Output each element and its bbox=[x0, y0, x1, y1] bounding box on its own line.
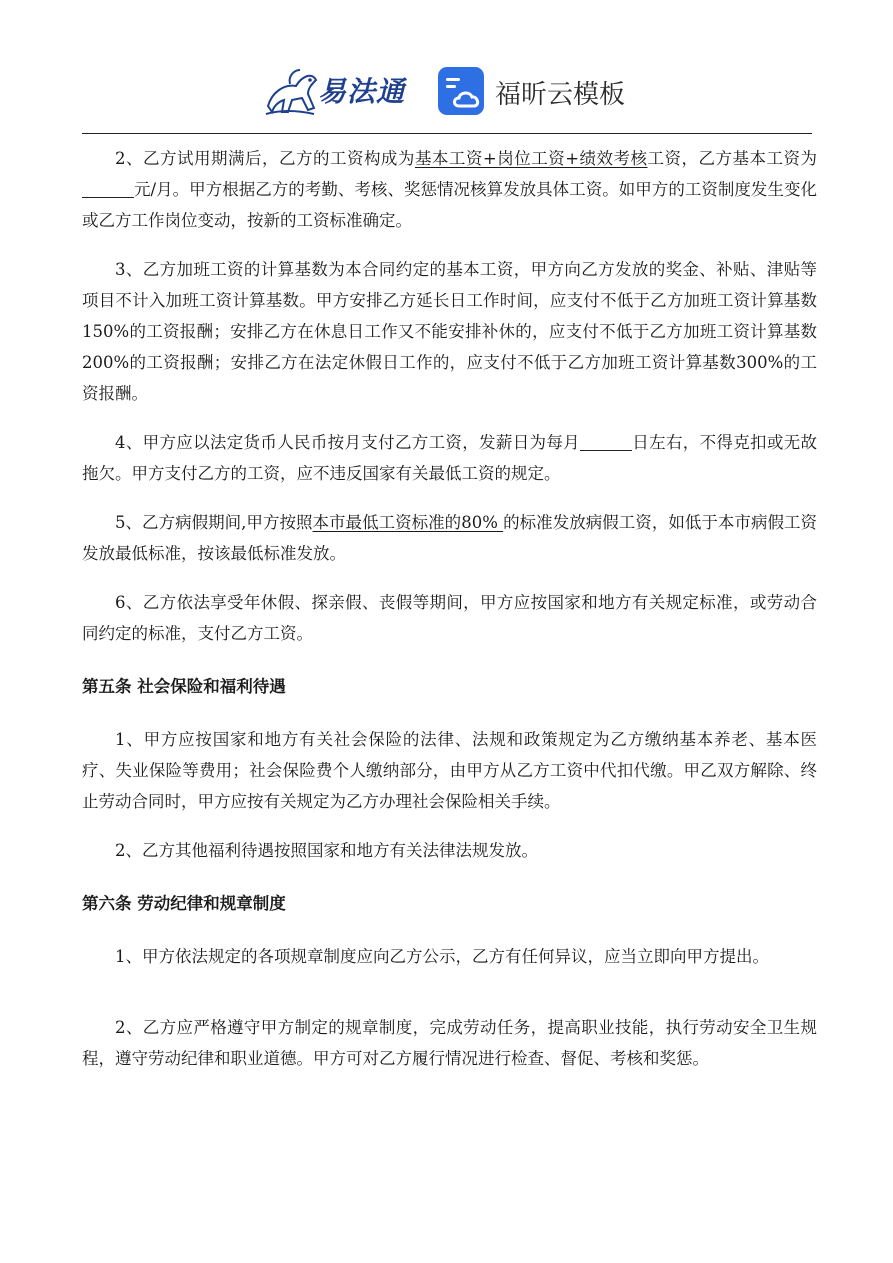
page-header bbox=[0, 0, 893, 132]
paragraph-social-insurance: 1、甲方应按国家和地方有关社会保险的法律、法规和政策规定为乙方缴纳基本养老、基本医疗、失业保险等费用；社会保险费个人缴纳部分，由甲方从乙方工资中代扣代缴。甲乙双方解除、终止劳动合同时，甲方应按有关规定为乙方办理社会保险相关手续。 bbox=[82, 730, 817, 811]
underlined-salary-components: 基本工资+岗位工资+绩效考核 bbox=[414, 149, 648, 168]
underlined-sick-pay-standard: 本市最低工资标准的80% bbox=[312, 513, 504, 532]
document-body bbox=[82, 143, 817, 1074]
paragraph-overtime-pay: 3、乙方加班工资的计算基数为本合同约定的基本工资，甲方向乙方发放的奖金、补贴、津贴等项目不计入加班工资计算基数。甲方安排乙方延长日工作时间，应支付不低于乙方加班工资计算基数150%的工资报酬；安排乙方在休息日工作又不能安排补休的，应支付不低于乙方加班工资计算基数200%的工资报酬；安排乙方在法定休假日工作的，应支付不低于乙方加班工资计算基数300%的工资报酬。 bbox=[82, 260, 817, 403]
blank-base-salary bbox=[82, 181, 134, 199]
fuxin-cloud-template-logo-icon bbox=[437, 66, 485, 116]
paragraph-rules-compliance: 2、乙方应严格遵守甲方制定的规章制度，完成劳动任务，提高职业技能，执行劳动安全卫生规程，遵守劳动纪律和职业道德。甲方可对乙方履行情况进行检查、督促、考核和奖惩。 bbox=[82, 1018, 817, 1068]
article-5-title: 第五条 社会保险和福利待遇 bbox=[82, 677, 286, 696]
paragraph-leave-pay: 6、乙方依法享受年休假、探亲假、丧假等期间，甲方应按国家和地方有关规定标准，或劳动合同约定的标准，支付乙方工资。 bbox=[82, 593, 817, 643]
paragraph-salary-structure: 2、乙方试用期满后，乙方的工资构成为基本工资+岗位工资+绩效考核工资，乙方基本工资为元/月。甲方根据乙方的考勤、考核、奖惩情况核算发放具体工资。如甲方的工资制度发生变化或乙方工作岗位变动，按新的工资标准确定。 bbox=[82, 149, 818, 230]
header-divider bbox=[82, 133, 812, 134]
blank-pay-day bbox=[580, 434, 632, 452]
paragraph-pay-date: 4、甲方应以法定货币人民币按月支付乙方工资，发薪日为每月 日左右，不得克扣或无故拖欠。甲方支付乙方的工资，应不违反国家有关最低工资的规定。 bbox=[82, 433, 818, 483]
yifatong-logo-text: 易法通 bbox=[318, 75, 406, 108]
paragraph-other-benefits: 2、乙方其他福利待遇按照国家和地方有关法律法规发放。 bbox=[115, 841, 538, 860]
fuxin-cloud-template-logo-text: 福昕云模板 bbox=[495, 80, 626, 110]
paragraph-rules-disclosure: 1、甲方依法规定的各项规章制度应向乙方公示，乙方有任何异议，应当立即向甲方提出。 bbox=[115, 947, 769, 966]
paragraph-sick-leave-pay: 5、乙方病假期间,甲方按照本市最低工资标准的80% 的标准发放病假工资，如低于本市病假工资发放最低标准，按该最低标准发放。 bbox=[82, 513, 818, 563]
article-6-title: 第六条 劳动纪律和规章制度 bbox=[82, 894, 286, 913]
